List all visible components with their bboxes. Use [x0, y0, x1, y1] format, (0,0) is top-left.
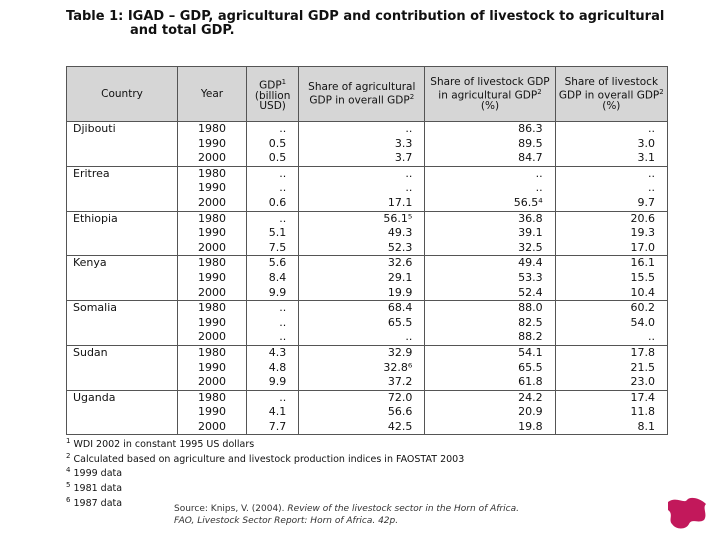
- value-cell: 84.7: [425, 151, 555, 166]
- value-cell: 9.9: [247, 375, 299, 390]
- value-cell: ..: [555, 330, 667, 345]
- value-cell: 20.9: [425, 405, 555, 420]
- value-cell: 72.0: [299, 390, 425, 405]
- value-cell: 4.8: [247, 361, 299, 376]
- table-row: [67, 211, 668, 226]
- value-cell: ..: [299, 181, 425, 196]
- year-cell: 1990: [178, 137, 247, 152]
- column-header-unit: (%): [480, 99, 500, 112]
- value-cell: ..: [247, 181, 299, 196]
- value-cell: 32.9: [299, 345, 425, 360]
- value-cell: 32.5: [425, 241, 555, 256]
- value-cell: 42.5: [299, 420, 425, 435]
- value-cell: ..: [299, 166, 425, 181]
- value-cell: 88.2: [425, 330, 555, 345]
- value-cell: 54.1: [425, 345, 555, 360]
- year-cell: 1990: [178, 181, 247, 196]
- footnote-mark: 6: [66, 495, 71, 504]
- column-header: [178, 67, 247, 122]
- value-cell: 19.8: [425, 420, 555, 435]
- value-cell: 17.4: [555, 390, 667, 405]
- country-cell: Ethiopia: [67, 211, 178, 226]
- value-cell: 4.1: [247, 405, 299, 420]
- value-cell: ..: [247, 301, 299, 316]
- value-cell: 11.8: [555, 405, 667, 420]
- table-row: [67, 166, 668, 181]
- table-row: [67, 181, 668, 196]
- country-cell: Somalia: [67, 301, 178, 316]
- value-cell: 3.7: [299, 151, 425, 166]
- table-row: [67, 256, 668, 271]
- table-row: [67, 241, 668, 256]
- value-cell: ..: [425, 181, 555, 196]
- footnotes: [66, 436, 526, 509]
- value-cell: 3.1: [555, 151, 667, 166]
- value-cell: 89.5: [425, 137, 555, 152]
- country-cell: [67, 151, 178, 166]
- value-cell: 68.4: [299, 301, 425, 316]
- table-header-row: [67, 67, 668, 122]
- table-row: [67, 345, 668, 360]
- year-cell: 2000: [178, 196, 247, 211]
- table-title-line2: and total GDP.: [130, 23, 235, 38]
- value-cell: 8.4: [247, 271, 299, 286]
- value-cell: 32.8⁶: [299, 361, 425, 376]
- footnote-mark: 5: [66, 480, 71, 489]
- value-cell: 88.0: [425, 301, 555, 316]
- footnote-mark: 2: [66, 451, 71, 460]
- country-cell: [67, 286, 178, 301]
- year-cell: 1990: [178, 316, 247, 331]
- country-cell: [67, 271, 178, 286]
- value-cell: ..: [247, 122, 299, 137]
- table-row: [67, 271, 668, 286]
- value-cell: 53.3: [425, 271, 555, 286]
- table-row: [67, 226, 668, 241]
- country-cell: [67, 137, 178, 152]
- year-cell: 2000: [178, 375, 247, 390]
- value-cell: ..: [299, 122, 425, 137]
- year-cell: 1980: [178, 301, 247, 316]
- value-cell: 20.6: [555, 211, 667, 226]
- table-row: [67, 301, 668, 316]
- value-cell: ..: [425, 166, 555, 181]
- source-publisher: FAO, Livestock Sector Report: Horn of Africa. 42p.: [174, 516, 399, 526]
- country-cell: Kenya: [67, 256, 178, 271]
- footnote-text: 1981 data: [70, 483, 123, 495]
- value-cell: 16.1: [555, 256, 667, 271]
- value-cell: 0.5: [247, 137, 299, 152]
- year-cell: 1990: [178, 226, 247, 241]
- country-cell: [67, 361, 178, 376]
- value-cell: 61.8: [425, 375, 555, 390]
- value-cell: 7.5: [247, 241, 299, 256]
- value-cell: 54.0: [555, 316, 667, 331]
- column-header-unit: (%): [602, 99, 621, 112]
- country-cell: Eritrea: [67, 166, 178, 181]
- year-cell: 1980: [178, 345, 247, 360]
- year-cell: 2000: [178, 151, 247, 166]
- column-header-label: Share of agricultural GDP in overall GDP: [308, 81, 416, 107]
- year-cell: 1990: [178, 405, 247, 420]
- country-cell: [67, 226, 178, 241]
- column-header-footnote-mark: 1: [281, 78, 287, 87]
- year-cell: 2000: [178, 241, 247, 256]
- footnote-text: WDI 2002 in constant 1995 US dollars: [70, 439, 255, 451]
- column-header-footnote-mark: 2: [659, 88, 664, 97]
- value-cell: 10.4: [555, 286, 667, 301]
- column-header-label: GDP: [259, 79, 282, 92]
- country-cell: [67, 196, 178, 211]
- table-row: [67, 405, 668, 420]
- footnote-text: 1999 data: [70, 468, 123, 480]
- column-header: [67, 67, 178, 122]
- column-header: [425, 67, 555, 122]
- value-cell: 5.1: [247, 226, 299, 241]
- source-title: Review of the livestock sector in the Horn of Africa.: [287, 504, 519, 514]
- livestock-gdp-table: [66, 66, 668, 435]
- country-cell: Djibouti: [67, 122, 178, 137]
- year-cell: 2000: [178, 420, 247, 435]
- value-cell: 17.1: [299, 196, 425, 211]
- column-header: [555, 67, 667, 122]
- country-cell: [67, 330, 178, 345]
- table-title-line1: Table 1: IGAD – GDP, agricultural GDP and contribution of livestock to agricultural: [66, 9, 665, 24]
- value-cell: 17.8: [555, 345, 667, 360]
- value-cell: 49.3: [299, 226, 425, 241]
- value-cell: 52.4: [425, 286, 555, 301]
- year-cell: 1980: [178, 390, 247, 405]
- country-cell: [67, 316, 178, 331]
- table-row: [67, 316, 668, 331]
- column-header-footnote-mark: 2: [409, 93, 415, 102]
- country-cell: [67, 405, 178, 420]
- year-cell: 1980: [178, 166, 247, 181]
- value-cell: 21.5: [555, 361, 667, 376]
- value-cell: 17.0: [555, 241, 667, 256]
- column-header-label: Year: [200, 88, 224, 100]
- value-cell: 32.6: [299, 256, 425, 271]
- table-row: [67, 196, 668, 211]
- source-prefix: Source: Knips, V. (2004).: [174, 504, 288, 514]
- table-row: [67, 151, 668, 166]
- country-cell: [67, 420, 178, 435]
- value-cell: 9.7: [555, 196, 667, 211]
- year-cell: 2000: [178, 330, 247, 345]
- footnote-mark: 1: [66, 437, 71, 445]
- column-header-footnote-mark: 2: [537, 88, 542, 97]
- column-header: [299, 67, 425, 122]
- year-cell: 1990: [178, 271, 247, 286]
- column-header-unit: (billion USD): [254, 89, 291, 112]
- value-cell: 36.8: [425, 211, 555, 226]
- footnote-text: Calculated based on agriculture and livestock production indices in FAOSTAT 2003: [70, 453, 465, 465]
- value-cell: ..: [247, 211, 299, 226]
- year-cell: 1980: [178, 256, 247, 271]
- year-cell: 1990: [178, 361, 247, 376]
- country-cell: Sudan: [67, 345, 178, 360]
- value-cell: 0.5: [247, 151, 299, 166]
- value-cell: ..: [247, 330, 299, 345]
- value-cell: 52.3: [299, 241, 425, 256]
- value-cell: 23.0: [555, 375, 667, 390]
- value-cell: 39.1: [425, 226, 555, 241]
- footnote-mark: 4: [66, 466, 71, 475]
- country-cell: [67, 375, 178, 390]
- value-cell: ..: [555, 122, 667, 137]
- table-row: [67, 122, 668, 137]
- table-title: [66, 10, 666, 38]
- value-cell: 19.3: [555, 226, 667, 241]
- column-header: [247, 67, 299, 122]
- value-cell: 86.3: [425, 122, 555, 137]
- value-cell: ..: [299, 330, 425, 345]
- country-cell: [67, 241, 178, 256]
- table-body: [67, 122, 668, 435]
- value-cell: 56.5⁴: [425, 196, 555, 211]
- column-header-label: Country: [101, 88, 143, 100]
- value-cell: 3.3: [299, 137, 425, 152]
- value-cell: 8.1: [555, 420, 667, 435]
- value-cell: 9.9: [247, 286, 299, 301]
- footnote: [66, 465, 526, 480]
- fao-logo-icon: [662, 494, 712, 534]
- value-cell: 49.4: [425, 256, 555, 271]
- value-cell: ..: [555, 181, 667, 196]
- table-row: [67, 375, 668, 390]
- table-row: [67, 330, 668, 345]
- value-cell: 4.3: [247, 345, 299, 360]
- value-cell: ..: [247, 316, 299, 331]
- value-cell: 82.5: [425, 316, 555, 331]
- table-row: [67, 137, 668, 152]
- value-cell: ..: [555, 166, 667, 181]
- value-cell: 60.2: [555, 301, 667, 316]
- year-cell: 1980: [178, 211, 247, 226]
- footnote: [66, 480, 526, 495]
- value-cell: ..: [247, 390, 299, 405]
- value-cell: 3.0: [555, 137, 667, 152]
- footnote: [66, 451, 526, 466]
- value-cell: 24.2: [425, 390, 555, 405]
- value-cell: 15.5: [555, 271, 667, 286]
- value-cell: 56.6: [299, 405, 425, 420]
- value-cell: 19.9: [299, 286, 425, 301]
- source-citation: [174, 503, 594, 527]
- value-cell: ..: [247, 166, 299, 181]
- table-row: [67, 286, 668, 301]
- column-header-label: Share of livestock GDP in agricultural GDP: [430, 76, 550, 102]
- footnote: [66, 436, 526, 451]
- column-header-label: Share of livestock GDP in overall GDP: [558, 76, 660, 102]
- country-cell: Uganda: [67, 390, 178, 405]
- value-cell: 37.2: [299, 375, 425, 390]
- year-cell: 2000: [178, 286, 247, 301]
- table-row: [67, 390, 668, 405]
- value-cell: 65.5: [425, 361, 555, 376]
- value-cell: 56.1⁵: [299, 211, 425, 226]
- value-cell: 7.7: [247, 420, 299, 435]
- value-cell: 5.6: [247, 256, 299, 271]
- country-cell: [67, 181, 178, 196]
- footnote-text: 1987 data: [70, 497, 123, 509]
- value-cell: 65.5: [299, 316, 425, 331]
- value-cell: 29.1: [299, 271, 425, 286]
- value-cell: 0.6: [247, 196, 299, 211]
- table-row: [67, 420, 668, 435]
- year-cell: 1980: [178, 122, 247, 137]
- table-row: [67, 361, 668, 376]
